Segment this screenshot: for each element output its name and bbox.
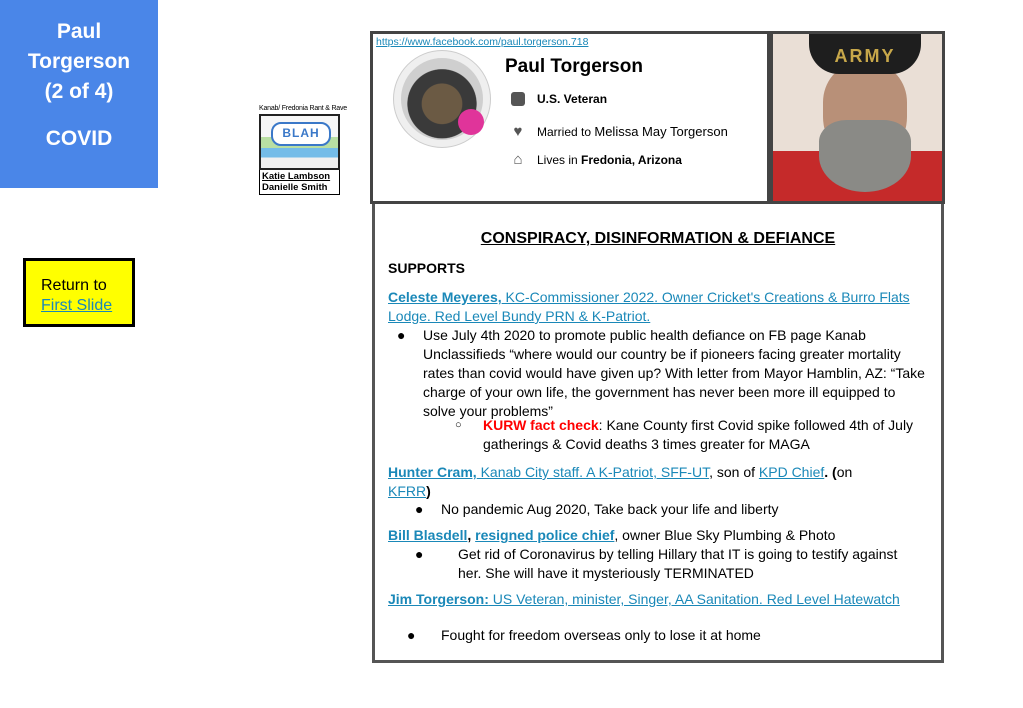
kfrr-link[interactable]: KFRR: [388, 483, 427, 499]
profile-card: [370, 31, 770, 204]
kpd-chief-link[interactable]: KPD Chief: [758, 464, 825, 480]
resigned-chief-link[interactable]: resigned police chief: [475, 527, 615, 543]
lives-row: [511, 153, 682, 167]
topic-label: COVID: [45, 127, 113, 150]
return-label: Return to: [41, 277, 107, 294]
title-line-3: (2 of 4): [44, 80, 114, 103]
logo-image: [259, 114, 340, 170]
hunter-link[interactable]: Hunter Cram,: [388, 464, 477, 480]
jim-details-link[interactable]: US Veteran, minister, Singer, AA Sanitation. Red Level Hatewatch: [488, 591, 900, 607]
logo-bubble: BLAH: [271, 122, 331, 146]
bullet-text: Fought for freedom overseas only to lose it at home: [441, 627, 761, 643]
bullet-dot: ●: [415, 546, 424, 562]
title-line-2: Torgerson: [27, 50, 131, 73]
profile-name: Paul Torgerson: [505, 56, 643, 77]
comma: ,: [467, 527, 476, 543]
logo-name-2: Danielle Smith: [262, 182, 328, 193]
content-box: [372, 204, 944, 663]
rant-rave-logo: [259, 105, 347, 195]
bill-rest: , owner Blue Sky Plumbing & Photo: [614, 527, 836, 543]
home-icon: ⌂: [513, 151, 523, 168]
veteran-label: U.S. Veteran: [537, 92, 608, 106]
first-slide-link[interactable]: First Slide: [41, 297, 113, 314]
avatar: [393, 50, 491, 148]
married-prefix: Married to: [537, 124, 592, 139]
married-name: Melissa May Torgerson: [594, 124, 728, 139]
logo-name-1: Katie Lambson: [262, 171, 331, 182]
heart-icon: ♥: [513, 122, 523, 140]
bullet-dot: ●: [415, 501, 424, 517]
bullet-text: No pandemic Aug 2020, Take back your life and liberty: [441, 501, 779, 517]
veteran-row: [511, 92, 607, 106]
son-of-text: , son of: [709, 464, 759, 480]
celeste-details-link[interactable]: KC-Commissioner 2022. Owner Cricket's Creations & Burro Flats Lodge. Red Level Bundy PRN & K-Patriot.: [388, 289, 910, 324]
close-paren: ): [426, 483, 431, 499]
photo-beard: [819, 120, 911, 192]
celeste-link[interactable]: Celeste Meyeres,: [388, 289, 502, 305]
hunter-details-link[interactable]: Kanab City staff. A K-Patriot, SFF-UT: [476, 464, 710, 480]
fact-check-text: : Kane County first Covid spike followed 4th of July gatherings & Covid deaths 3 times greater for MAGA: [483, 417, 914, 452]
jim-link[interactable]: Jim Torgerson:: [388, 591, 489, 607]
supports-label: SUPPORTS: [388, 260, 466, 276]
bill-link[interactable]: Bill Blasdell: [388, 527, 468, 543]
army-hat: ARMY: [809, 34, 921, 74]
lives-prefix: Lives in: [537, 153, 578, 167]
return-box: [23, 258, 135, 327]
briefcase-icon: [511, 92, 525, 106]
on-text: on: [836, 464, 853, 480]
lives-place: Fredonia, Arizona: [581, 153, 682, 167]
bullet-dot: ●: [407, 627, 416, 643]
avatar-badge: [458, 109, 484, 135]
entry-celeste: [388, 288, 933, 326]
logo-caption: Kanab/ Fredonia Rant & Rave: [259, 105, 347, 112]
married-row: [511, 124, 728, 139]
bullet-dot: ●: [397, 327, 406, 343]
entry-hunter: [388, 463, 933, 501]
punct: . (: [824, 464, 837, 480]
bullet-circle: ○: [455, 419, 462, 431]
entry-jim: [388, 590, 933, 609]
bullet-text: Use July 4th 2020 to promote public health defiance on FB page Kanab Unclassifieds “where would our country be if pioneers facing greater mortality rates than covid would have given up? With letter from Mayor Hamblin, AZ: “Take charge of your own life, the government has never been more ill equipped to solve your problems”: [423, 327, 925, 419]
profile-url-link[interactable]: https://www.facebook.com/paul.torgerson.718: [376, 36, 589, 48]
section-heading: CONSPIRACY, DISINFORMATION & DEFIANCE: [480, 230, 836, 247]
fact-check-label: KURW fact check: [483, 417, 599, 433]
bullet-text: Get rid of Coronavirus by telling Hillary that IT is going to testify against her. She will have it mysteriously TERMINATED: [458, 546, 898, 581]
entry-bill: [388, 526, 933, 545]
logo-names: [259, 170, 340, 195]
title-line-1: Paul: [56, 20, 102, 43]
profile-photo: [770, 31, 945, 204]
title-box: [0, 0, 158, 188]
